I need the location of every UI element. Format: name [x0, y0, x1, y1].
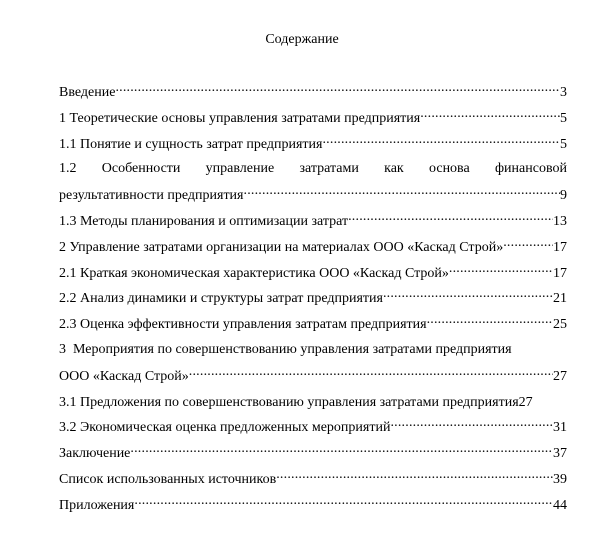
- toc-entry-appendices: [59, 495, 567, 521]
- toc-leader-dots: [189, 366, 553, 380]
- toc-entry-text: 2.1 Краткая экономическая характеристика ООО «Каскад Строй»: [59, 265, 449, 281]
- toc-entry-chapter-3-line1: [59, 340, 567, 366]
- toc-entry-page: 17: [553, 239, 567, 255]
- toc-entry-section-2-2: [59, 288, 567, 314]
- toc-entry-section-1-2-line1: [59, 159, 567, 185]
- toc-entry-word: 1.2: [59, 161, 77, 177]
- toc-entry-page: 9: [560, 188, 567, 204]
- toc-entry-section-3-1: [59, 392, 567, 418]
- toc-entry-page: 37: [553, 446, 567, 462]
- toc-entry-page: 3: [560, 85, 567, 100]
- table-of-contents: [59, 82, 567, 521]
- toc-entry-text: Заключение: [59, 446, 131, 462]
- toc-entry-text: 2 Управление затратами организации на материалах ООО «Каскад Строй»: [59, 239, 504, 255]
- toc-entry-section-3-2: [59, 417, 567, 443]
- toc-entry-page: 21: [553, 291, 567, 307]
- toc-leader-dots: [449, 263, 553, 277]
- toc-entry-text: 2.2 Анализ динамики и структуры затрат предприятия: [59, 291, 383, 307]
- toc-entry-text: Список использованных источников: [59, 471, 277, 487]
- toc-entry-text: 3.2 Экономическая оценка предложенных мероприятий: [59, 420, 391, 436]
- toc-leader-dots: [420, 108, 560, 122]
- toc-entry-section-1-3: [59, 211, 567, 237]
- toc-entry-page: 44: [553, 497, 567, 513]
- toc-leader-dots: [390, 417, 553, 431]
- toc-entry-chapter-1: [59, 108, 567, 134]
- toc-entry-text: результативности предприятия: [59, 188, 244, 204]
- toc-entry-page: 31: [553, 420, 567, 436]
- toc-entry-word: финансовой: [494, 161, 567, 177]
- toc-entry-word: основа: [429, 161, 470, 177]
- toc-entry-page: 25: [553, 317, 567, 333]
- toc-entry-text: ООО «Каскад Строй»: [59, 368, 189, 384]
- toc-leader-dots: [503, 237, 553, 251]
- toc-entry-page: 17: [553, 265, 567, 281]
- toc-entry-section-1-1: [59, 134, 567, 160]
- toc-entry-word: как: [384, 161, 404, 177]
- toc-entry-text: 3 Мероприятия по совершенствованию управления затратами предприятия: [59, 341, 512, 357]
- toc-entry-chapter-3-line2: [59, 366, 567, 392]
- toc-entry-text: Введение: [59, 85, 116, 100]
- toc-entry-section-2-1: [59, 263, 567, 289]
- toc-leader-dots: [383, 288, 553, 302]
- page-title: Содержание: [265, 32, 339, 47]
- toc-entry-references: [59, 469, 567, 495]
- toc-leader-dots: [130, 443, 553, 457]
- toc-leader-dots: [322, 134, 560, 148]
- toc-entry-page: 27: [518, 394, 533, 410]
- toc-leader-dots: [244, 185, 561, 199]
- toc-leader-dots: [348, 211, 553, 225]
- toc-entry-text: 1.3 Методы планирования и оптимизации затрат: [59, 213, 349, 229]
- toc-leader-dots: [115, 82, 560, 96]
- toc-entry-section-1-2-line2: [59, 185, 567, 211]
- toc-leader-dots: [427, 314, 553, 328]
- toc-entry-word: затратами: [299, 161, 359, 177]
- toc-entry-page: 27: [553, 368, 567, 384]
- toc-entry-word: управление: [205, 161, 275, 177]
- toc-entry-page: 5: [560, 110, 567, 126]
- toc-leader-dots: [134, 495, 553, 509]
- toc-leader-dots: [276, 469, 553, 483]
- toc-entry-page: 5: [560, 136, 567, 152]
- toc-entry-word: Особенности: [101, 161, 181, 177]
- toc-entry-conclusion: [59, 443, 567, 469]
- toc-entry-text: 2.3 Оценка эффективности управления затратам предприятия: [59, 317, 427, 333]
- toc-entry-introduction: [59, 82, 567, 108]
- toc-entry-page: 39: [553, 471, 567, 487]
- toc-entry-text: 3.1 Предложения по совершенствованию управления затратами предприятия: [59, 394, 519, 410]
- toc-entry-text: Приложения: [59, 497, 135, 513]
- toc-entry-page: 13: [553, 213, 567, 229]
- toc-entry-section-2-3: [59, 314, 567, 340]
- toc-entry-text: 1 Теоретические основы управления затратами предприятия: [59, 110, 421, 126]
- toc-entry-text: 1.1 Понятие и сущность затрат предприятия: [59, 136, 323, 152]
- toc-entry-chapter-2: [59, 237, 567, 263]
